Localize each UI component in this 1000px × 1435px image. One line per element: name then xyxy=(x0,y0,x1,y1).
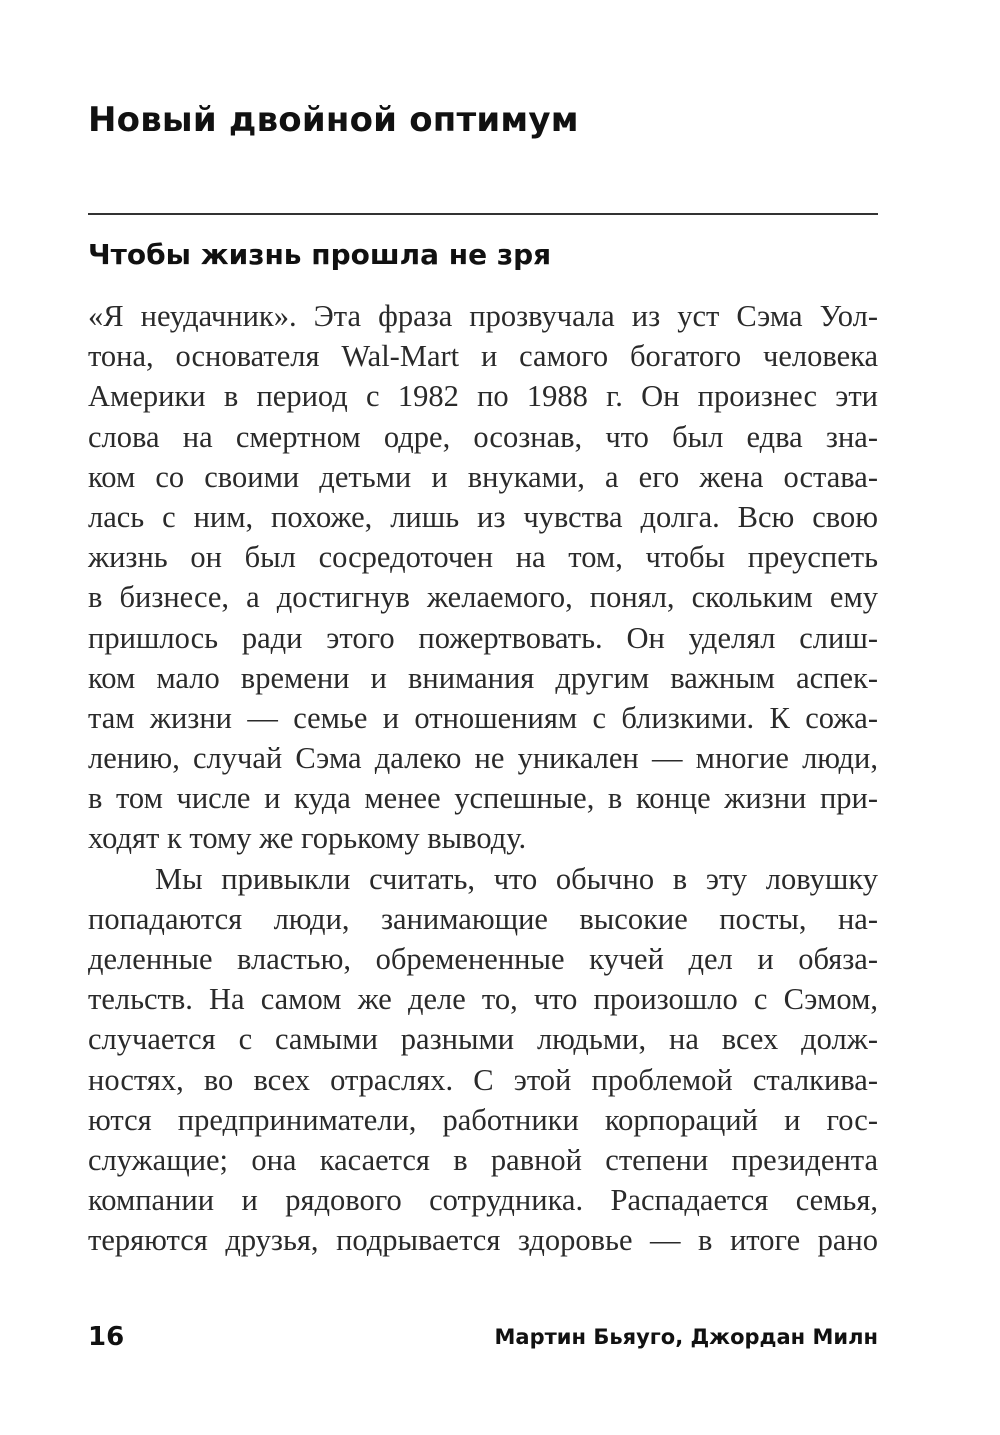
text-line: ются предприниматели, работники корпораций и гос- xyxy=(88,1102,878,1137)
text-line: в том числе и куда менее успешные, в конце жизни при- xyxy=(88,781,878,816)
text-line: компании и рядового сотрудника. Распадается семья, xyxy=(88,1183,878,1218)
text-line: случается с самыми разными людьми, на всех долж- xyxy=(88,1022,878,1057)
text-line: ходят к тому же горькому выводу. xyxy=(88,821,527,856)
text-line: жизнь он был сосредоточен на том, чтобы преуспеть xyxy=(88,540,878,575)
text-line: там жизни — семье и отношениям с близкими. К сожа- xyxy=(88,700,878,735)
text-line: ком со своими детьми и внуками, а его жена остава- xyxy=(88,459,878,494)
chapter-title: Новый двойной оптимум xyxy=(88,100,579,140)
text-line: слова на смертном одре, осознав, что был едва зна- xyxy=(88,419,878,454)
text-line: тельств. На самом же деле то, что произошло с Сэмом, xyxy=(88,982,878,1017)
text-line: теряются друзья, подрывается здоровье — в итоге рано xyxy=(88,1223,878,1258)
text-line: в бизнесе, а достигнув желаемого, понял, скольким ему xyxy=(88,580,878,615)
text-line: деленные властью, обремененные кучей дел и обяза- xyxy=(88,942,878,976)
section-title: Чтобы жизнь прошла не зря xyxy=(88,238,552,271)
page-number: 16 xyxy=(88,1322,125,1352)
text-line: служащие; она касается в равной степени президента xyxy=(88,1142,878,1177)
text-line: попадаются люди, занимающие высокие посты, на- xyxy=(88,901,878,936)
text-line: Америки в период с 1982 по 1988 г. Он произнес эти xyxy=(88,379,878,414)
running-footer-authors: Мартин Бьяуго, Джордан Милн xyxy=(494,1325,878,1349)
text-line: пришлось ради этого пожертвовать. Он уделял слиш- xyxy=(88,620,878,655)
text-line: лению, случай Сэма далеко не уникален — многие люди, xyxy=(88,741,878,776)
body-text xyxy=(88,296,878,1261)
text-line: ком мало времени и внимания другим важным аспек- xyxy=(88,660,878,695)
section-divider xyxy=(88,213,878,215)
text-line: лась с ним, похоже, лишь из чувства долга. Всю свою xyxy=(88,499,878,534)
text-line: тона, основателя Wal-Mart и самого богатого человека xyxy=(88,339,878,374)
text-line: Мы привыкли считать, что обычно в эту ловушку xyxy=(155,861,878,896)
text-line: ностях, во всех отраслях. С этой проблемой сталкива- xyxy=(88,1062,878,1097)
text-line: «Я неудачник». Эта фраза прозвучала из уст Сэма Уол- xyxy=(88,299,878,333)
